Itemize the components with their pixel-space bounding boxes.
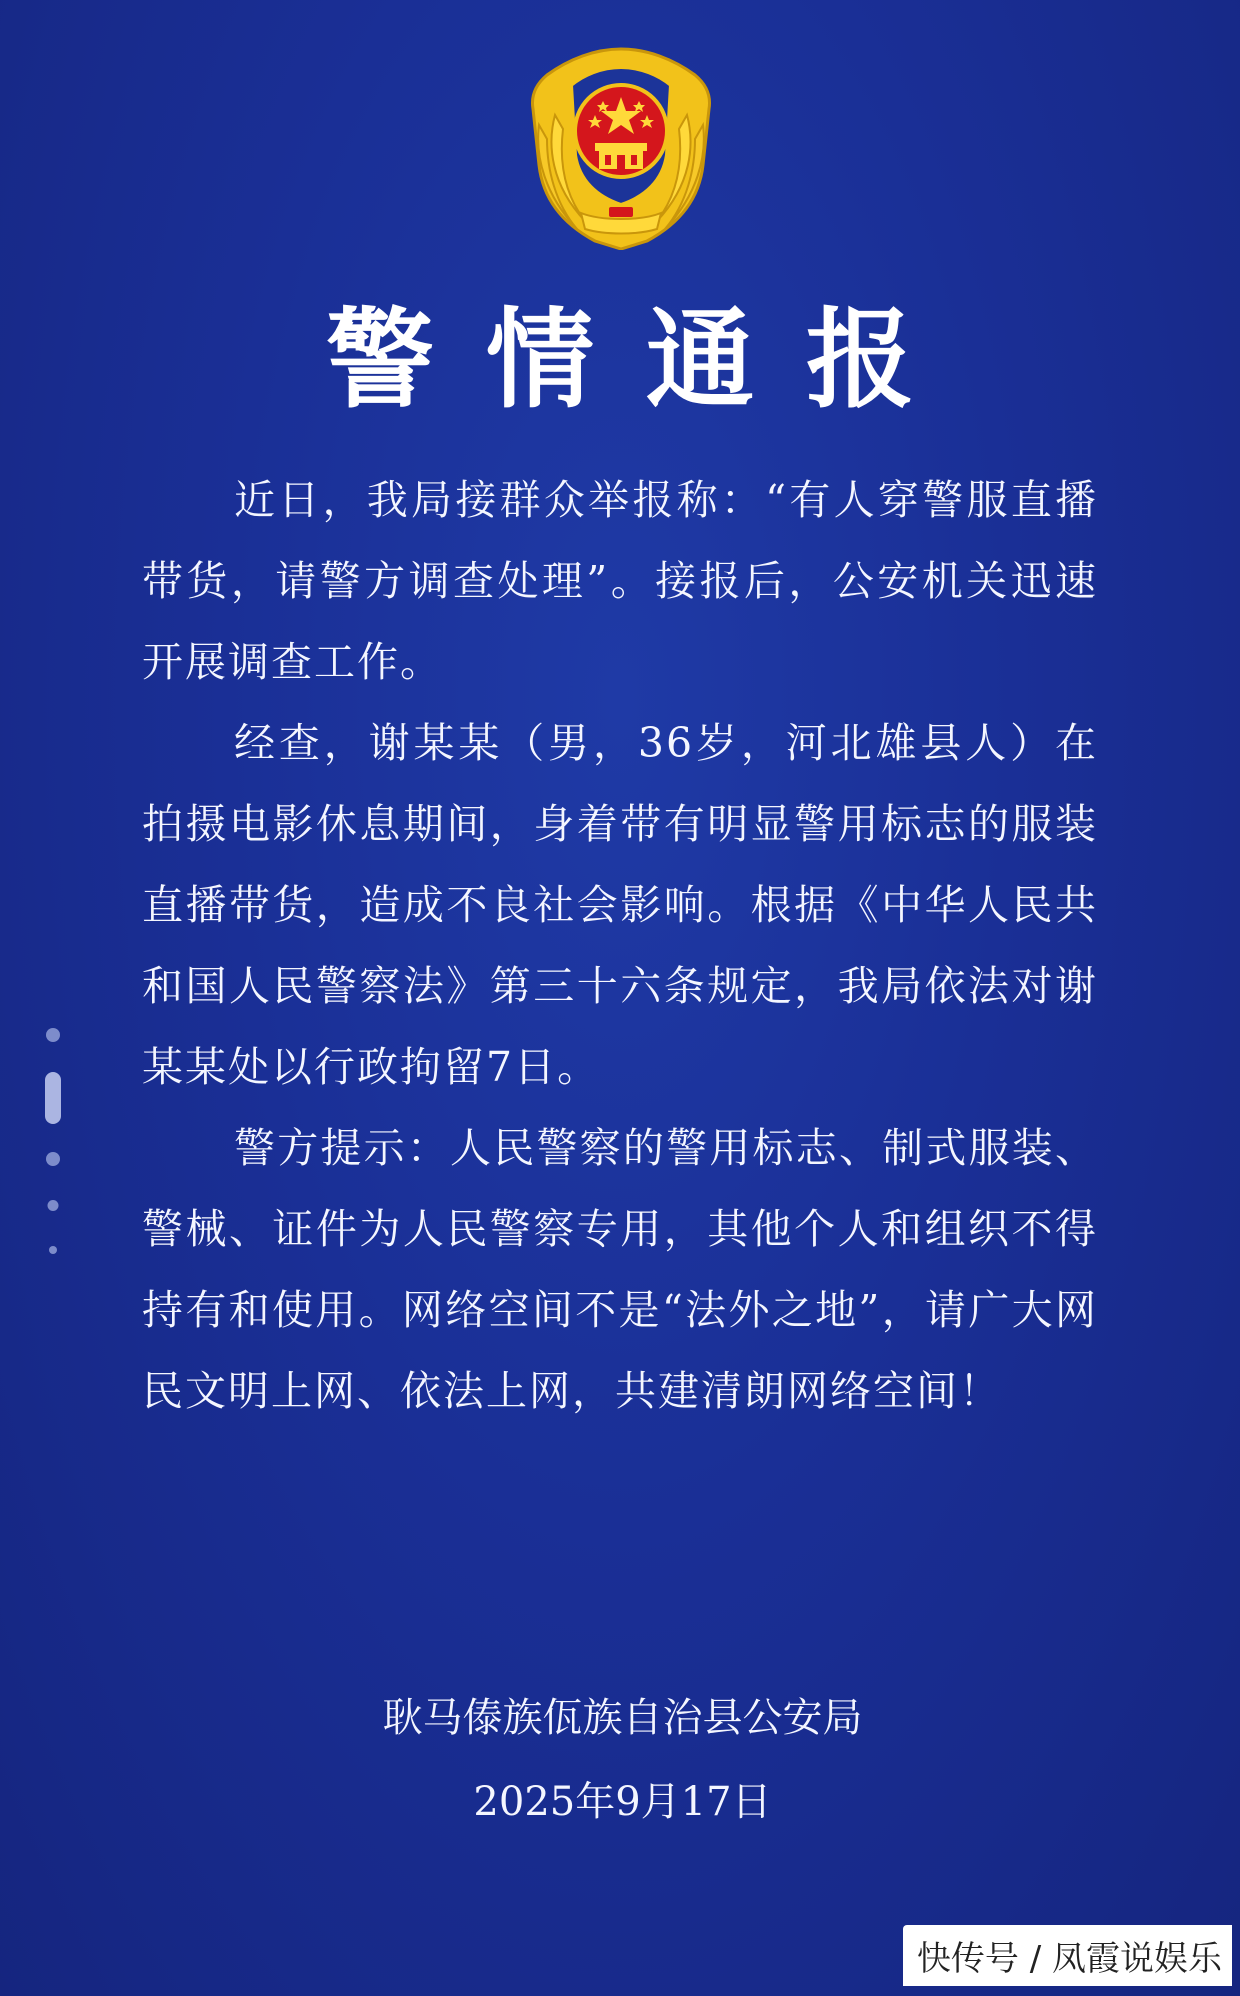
scroll-dot — [48, 1200, 59, 1211]
page-title: 警情通报 — [325, 298, 966, 423]
page-scroll-indicator[interactable] — [44, 1028, 62, 1260]
scroll-thumb[interactable] — [45, 1072, 61, 1124]
scroll-dot — [49, 1246, 57, 1254]
paragraph-investigation: 经查，谢某某（男，36岁，河北雄县人）在拍摄电影休息期间，身着带有明显警用标志的服装直播带货，造成不良社会影响。根据《中华人民共和国人民警察法》第三十六条规定，我局依法对谢某某处以行政拘留7日。 — [142, 719, 1098, 1091]
issue-date: 2025年9月17日 — [473, 1779, 772, 1825]
issuer-name: 耿马傣族佤族自治县公安局 — [382, 1695, 863, 1741]
notice-body — [142, 460, 1098, 1432]
police-emblem-icon — [525, 45, 717, 250]
paragraph-warning: 警方提示：人民警察的警用标志、制式服装、警械、证件为人民警察专用，其他个人和组织不得持有和使用。网络空间不是“法外之地”，请广大网民文明上网、依法上网，共建清朗网络空间！ — [142, 1124, 1098, 1415]
paragraph-report: 近日，我局接群众举报称：“有人穿警服直播带货，请警方调查处理”。接报后，公安机关迅速开展调查工作。 — [142, 476, 1098, 686]
scroll-dot — [46, 1152, 60, 1166]
scroll-dot — [46, 1028, 60, 1042]
police-emblem — [525, 45, 717, 250]
source-watermark: 快传号 / 凤霞说娱乐 — [903, 1925, 1232, 1986]
signature-block — [0, 1676, 1240, 1844]
